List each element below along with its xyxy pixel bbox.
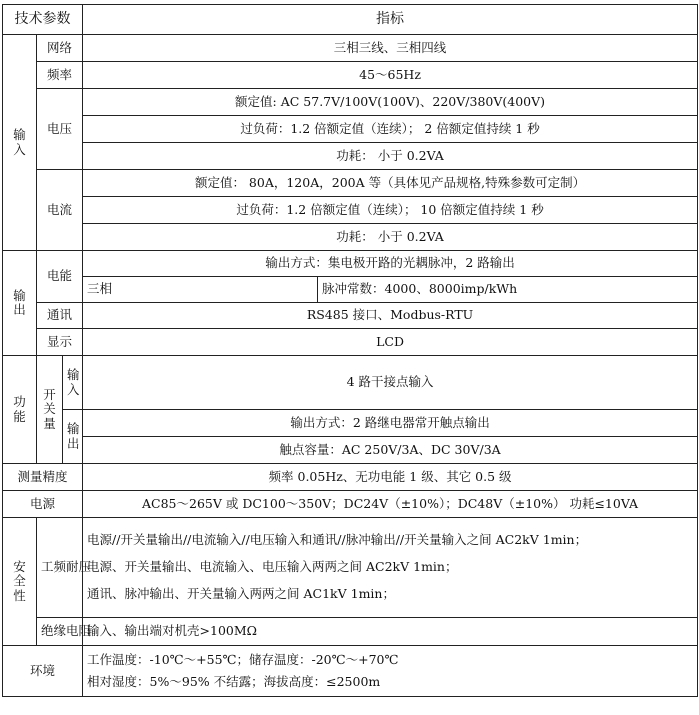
accuracy-label: 测量精度 <box>3 464 83 491</box>
switch-char-3: 量 <box>43 415 56 431</box>
switch-in-char-2: 入 <box>67 381 80 397</box>
input-group-char-2: 入 <box>13 141 26 157</box>
withstand-line-1: 电源//开关量输出//电流输入//电压输入和通讯//脉冲输出//开关量输入之间 AC2kV 1min； <box>87 532 588 548</box>
network-label: 网络 <box>37 35 83 62</box>
output-group-label <box>3 251 37 356</box>
withstand-line-2: 电源、开关量输出、电流输入、电压输入两两之间 AC2kV 1min； <box>87 559 458 575</box>
insulation-value: 输入、输出端对机壳>100MΩ <box>83 618 698 646</box>
switch-char-2: 关 <box>43 401 56 417</box>
energy-mode: 输出方式：集电极开路的光耦脉冲，2 路输出 <box>83 251 698 277</box>
voltage-power: 功耗： 小于 0.2VA <box>83 143 698 170</box>
switch-out-capacity: 触点容量：AC 250V/3A、DC 30V/3A <box>83 437 698 464</box>
voltage-rated: 额定值: AC 57.7V/100V(100V)、220V/380V(400V) <box>83 89 698 116</box>
display-value: LCD <box>83 329 698 356</box>
withstand-label: 工频耐压 <box>37 518 83 618</box>
comm-label: 通讯 <box>37 303 83 329</box>
header-index: 指标 <box>83 5 698 35</box>
input-group-label <box>3 35 37 251</box>
energy-pulse-constant: 脉冲常数：4000、8000imp/kWh <box>318 277 698 303</box>
switch-out-mode: 输出方式：2 路继电器常开触点输出 <box>83 410 698 437</box>
withstand-line-3: 通讯、脉冲输出、开关量输入两两之间 AC1kV 1min； <box>87 585 395 601</box>
frequency-label: 频率 <box>37 62 83 89</box>
safety-group-char-1: 安 <box>13 558 26 574</box>
energy-label: 电能 <box>37 251 83 303</box>
environment-humidity: 相对湿度：5%～95% 不结露；海拔高度：≤2500m <box>87 674 381 689</box>
current-rated: 额定值： 80A，120A，200A 等（具体见产品规格,特殊参数可定制） <box>83 170 698 197</box>
header-param: 技术参数 <box>3 5 83 35</box>
frequency-value: 45～65Hz <box>83 62 698 89</box>
output-group-char-1: 输 <box>13 287 26 303</box>
switch-out-label <box>63 410 83 464</box>
spec-table <box>2 4 698 697</box>
function-group-char-1: 功 <box>13 394 26 410</box>
power-supply-label: 电源 <box>3 491 83 518</box>
comm-value: RS485 接口、Modbus-RTU <box>83 303 698 329</box>
withstand-values <box>83 518 698 618</box>
switch-in-char-1: 输 <box>67 367 80 383</box>
switch-out-char-1: 输 <box>67 421 80 437</box>
switch-char-1: 开 <box>43 386 56 402</box>
current-power: 功耗： 小于 0.2VA <box>83 224 698 251</box>
energy-phase: 三相 <box>83 277 318 303</box>
environment-label: 环境 <box>3 646 83 697</box>
environment-temp: 工作温度：-10℃～+55℃；储存温度：-20℃～+70℃ <box>87 652 399 668</box>
environment-values <box>83 646 698 697</box>
input-group-char-1: 输 <box>13 127 26 143</box>
safety-group-char-2: 全 <box>13 573 26 589</box>
function-group-char-2: 能 <box>13 408 26 424</box>
network-value: 三相三线、三相四线 <box>83 35 698 62</box>
header-row <box>3 5 698 35</box>
switch-in-label <box>63 356 83 410</box>
insulation-label: 绝缘电阻 <box>37 618 83 646</box>
switch-out-char-2: 出 <box>67 435 80 451</box>
switch-label <box>37 356 63 464</box>
output-group-char-2: 出 <box>13 302 26 317</box>
display-label: 显示 <box>37 329 83 356</box>
current-label: 电流 <box>37 170 83 251</box>
current-overload: 过负荷：1.2 倍额定值（连续）； 10 倍额定值持续 1 秒 <box>83 197 698 224</box>
accuracy-value: 频率 0.05Hz、无功电能 1 级、其它 0.5 级 <box>83 464 698 491</box>
switch-in-value: 4 路干接点输入 <box>83 356 698 410</box>
function-group-label <box>3 356 37 464</box>
power-supply-value: AC85～265V 或 DC100～350V；DC24V（±10%）；DC48V（±10%） 功耗≤10VA <box>83 491 698 518</box>
safety-group-label <box>3 518 37 646</box>
safety-group-char-3: 性 <box>13 587 26 603</box>
voltage-overload: 过负荷：1.2 倍额定值（连续）； 2 倍额定值持续 1 秒 <box>83 116 698 143</box>
voltage-label: 电压 <box>37 89 83 170</box>
